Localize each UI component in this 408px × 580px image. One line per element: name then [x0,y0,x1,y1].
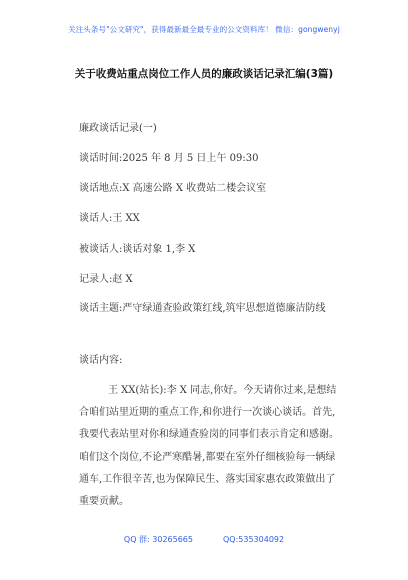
footer-qq: QQ:535304092 [222,535,285,544]
interview-topic: 谈话主题:严守绿通查验政策红线,筑牢思想道德廉洁防线 [79,303,326,314]
interview-location: 谈话地点:X 高速公路 X 收费站二楼会议室 [79,183,267,194]
body-paragraph [79,380,341,513]
content-label: 谈话内容: [79,355,123,366]
footer-qq-group: QQ 群: 30265665 [123,535,193,544]
interviewees: 被谈话人:谈话对象 1,李 X [79,244,196,255]
recorder: 记录人:赵 X [79,274,133,285]
footer-contact [0,534,408,545]
interview-time: 谈话时间:2025 年 8 月 5 日上午 09:30 [79,153,259,164]
header-banner: 关注头条号"公文研究"，获得最新最全最专业的公文资料库！ 微信：gongwenyj [68,25,340,34]
interviewer: 谈话人:王 XX [79,213,140,224]
document-title: 关于收费站重点岗位工作人员的廉政谈话记录汇编(3篇) [74,68,334,80]
body-paragraph-text: 王 XX(站长):李 X 同志,你好。今天请你过来,是想结合咱们站里近期的重点工作,和你进行一次谈心谈话。首先,我要代表站里对你和绿通查验岗的同事们表示肯定和感谢。咱们这个岗位,不论严寒酷暑,都要在室外仔细核验每一辆绿通车,工作很辛苦,也为保障民生、落实国家惠农政策做出了重要贡献。 [79,385,339,508]
section-heading: 廉政谈话记录(一) [79,123,157,134]
